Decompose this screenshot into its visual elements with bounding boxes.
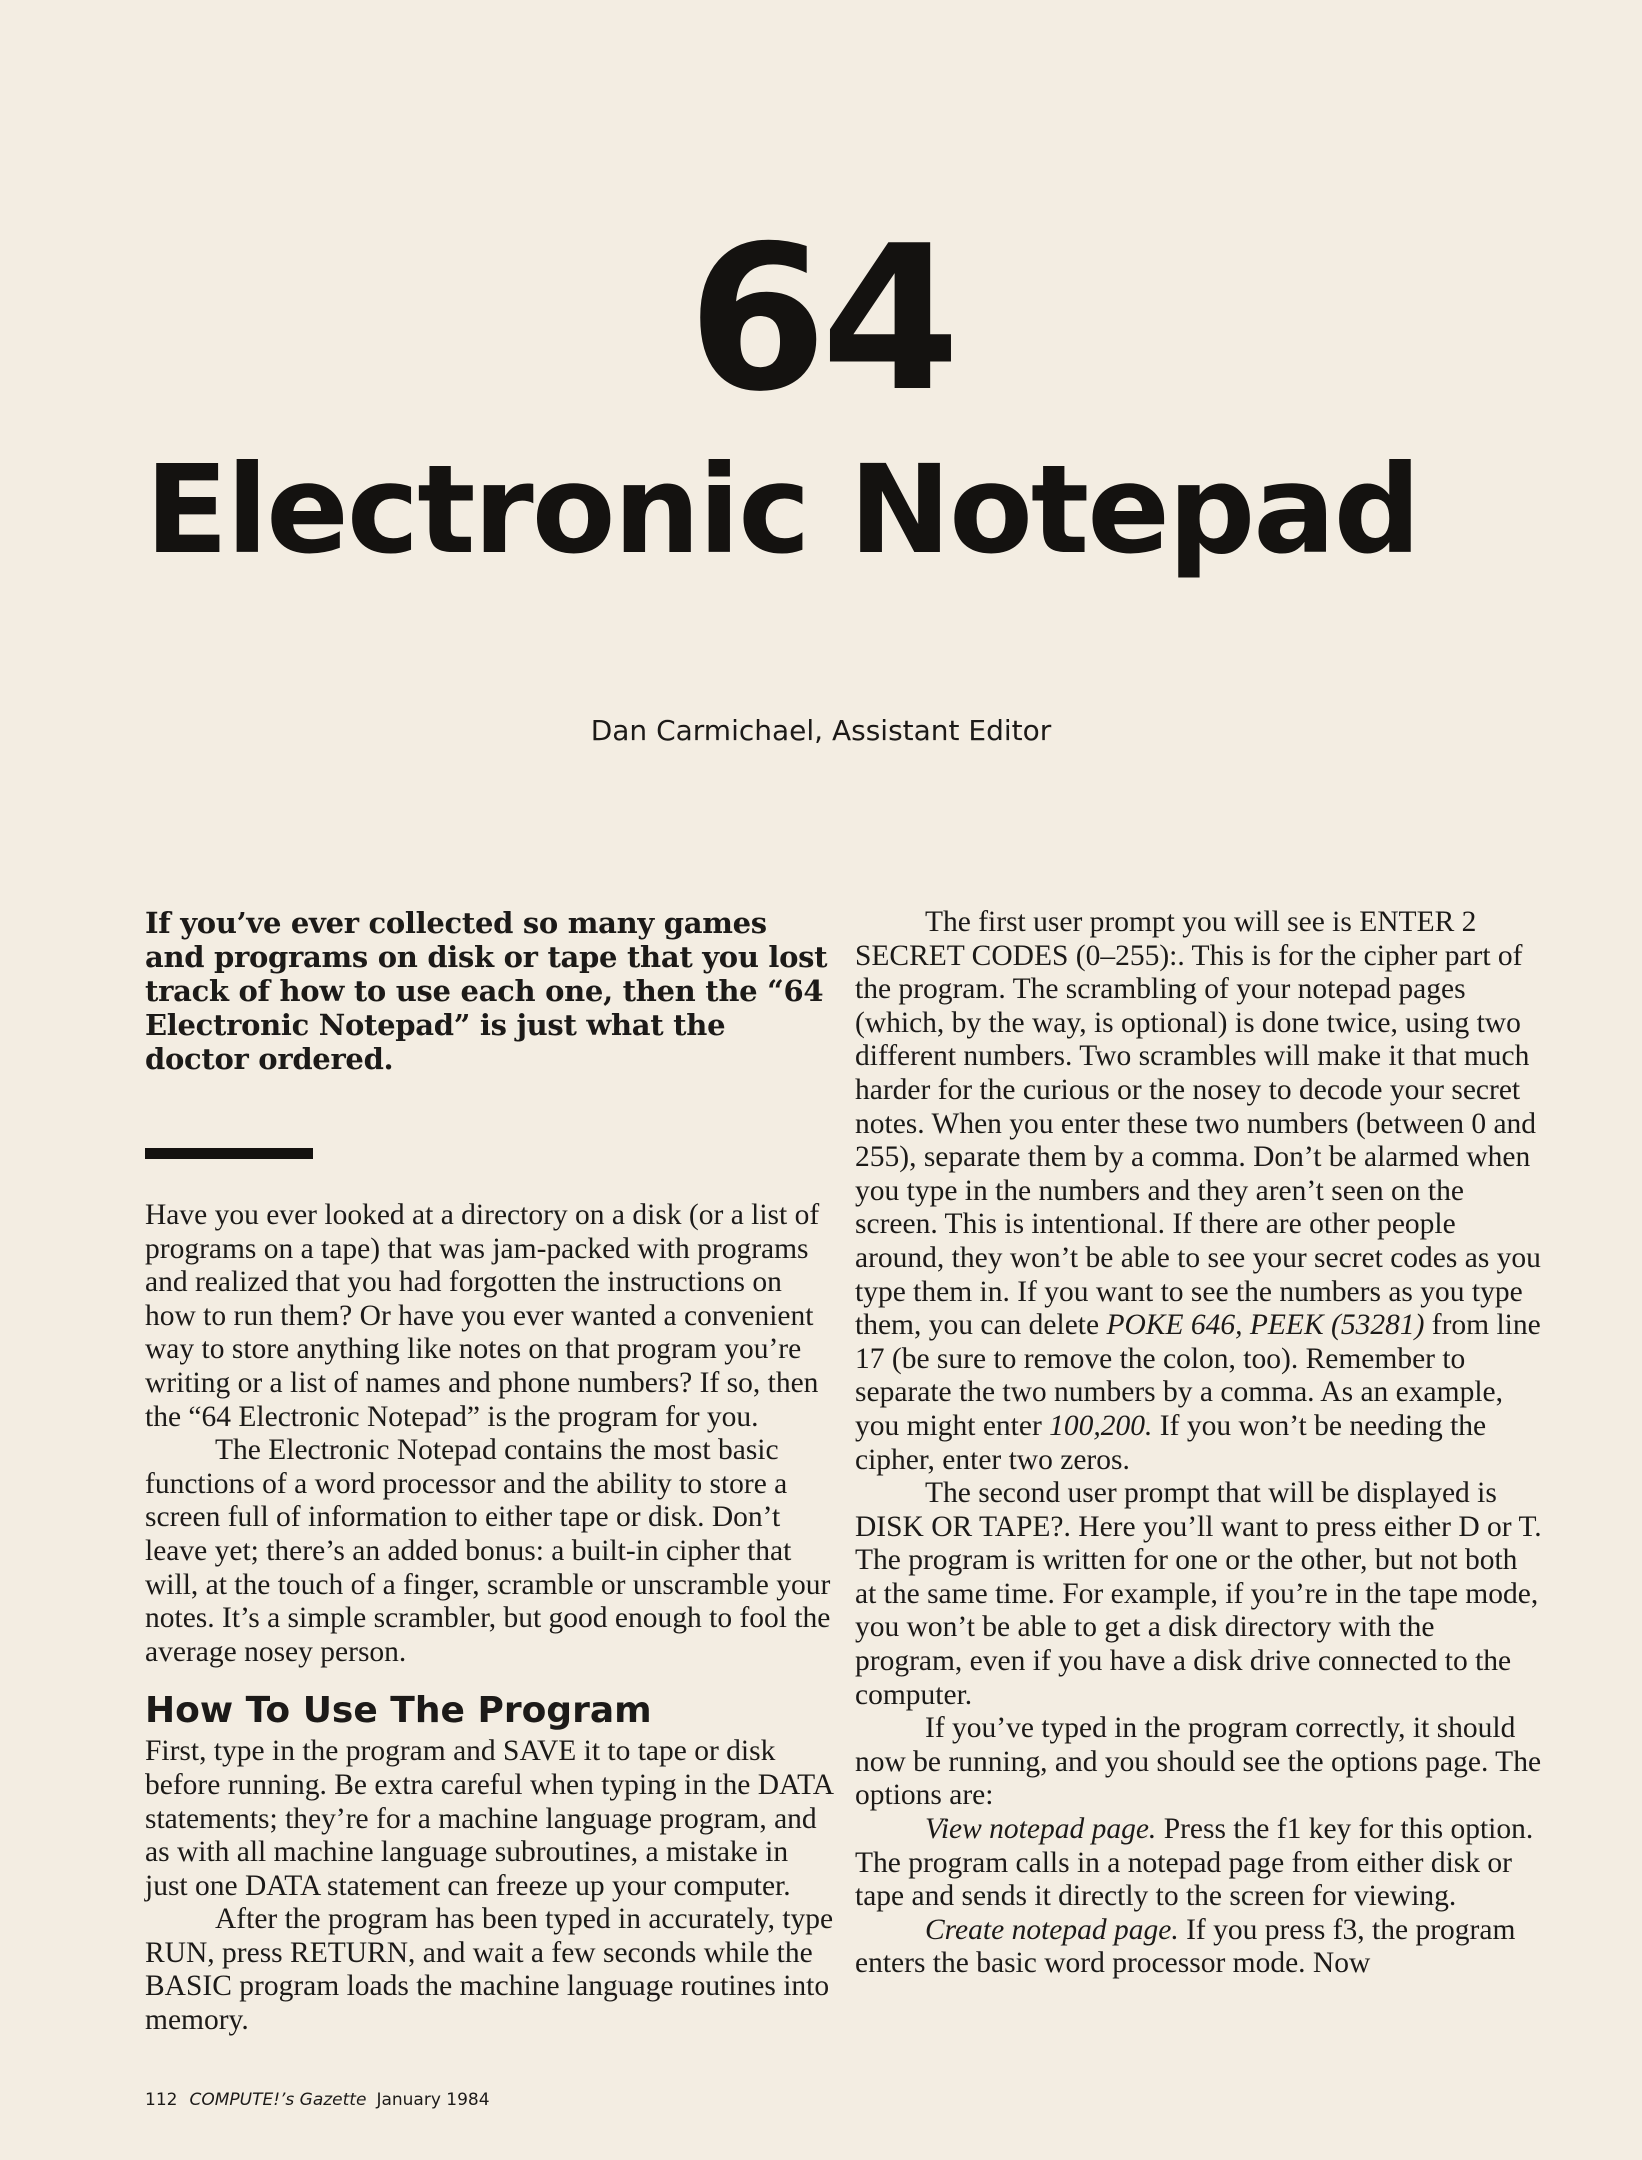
option-name: Create notepad page. [925, 1913, 1179, 1946]
lede-paragraph: If you’ve ever collected so many games and programs on disk or tape that you lost track of how to use each one, then the “64 Electronic Notepad” is just what the doctor ordered. [145, 906, 828, 1076]
text-run: The first user prompt you will see is ENTER 2 SECRET CODES (0–255):. This is for the cipher part of the program. The scrambling of your notepad pages (which, by the way, is optional) is done twice, using two different numbers. Two scrambles will make it that much harder for the curious or the nosey to decode your secret notes. When you enter these two numbers (between 0 and 255), separate them by a comma. Don’t be alarmed when you type in the numbers and they aren’t seen on the screen. This is intentional. If there are other people around, they won’t be able to see your secret codes as you type them in. If you want to see the numbers as you type them, you can delete [855, 906, 1541, 1342]
publication-name: COMPUTE!’s Gazette [189, 2090, 367, 2110]
text-run: If you won’t be needing the cipher, enter two zeros. [855, 1409, 1487, 1476]
code-reference: POKE 646, PEEK (53281) [1106, 1309, 1425, 1342]
page-footer [145, 2088, 845, 2112]
body-paragraph [855, 906, 1545, 1477]
option-paragraph [855, 1914, 1545, 1981]
body-paragraph: First, type in the program and SAVE it to tape or disk before running. Be extra careful when typing in the DATA statements; they’re for a machine language program, and as with all machine language subroutines, a mistake in just one DATA statement can freeze up your computer. [145, 1735, 833, 1902]
left-column [145, 906, 835, 2038]
body-paragraph: After the program has been typed in accurately, type RUN, press RETURN, and wait a few seconds while the BASIC program loads the machine language routines into memory. [145, 1903, 834, 2037]
body-paragraph: The second user prompt that will be displayed is DISK OR TAPE?. Here you’ll want to press either D or T. The program is written for one or the other, but not both at the same time. For example, if you’re in the tape mode, you won’t be able to get a disk directory with the program, even if you have a disk drive connected to the computer. [855, 1477, 1542, 1711]
body-paragraph: If you’ve typed in the program correctly, it should now be running, and you should see the options page. The options are: [855, 1712, 1542, 1812]
page-number: 112 [145, 2090, 178, 2110]
option-paragraph [855, 1813, 1545, 1914]
byline: Dan Carmichael, Assistant Editor [590, 714, 1052, 747]
text-run: from line 17 (be sure to remove the colon, too). Remember to separate the two numbers by a comma. As an example, you might enter [855, 1309, 1541, 1442]
title-number: 64 [687, 203, 955, 436]
example-input: 100,200. [1049, 1409, 1153, 1442]
article-title: Electronic Notepad [145, 439, 1419, 581]
issue-date: January 1984 [376, 2090, 490, 2110]
option-name: View notepad page. [925, 1813, 1157, 1846]
text-run: Press the f1 key for this option. The program calls in a notepad page from either disk or tape and sends it directly to the screen for viewing. [855, 1813, 1534, 1913]
right-column [855, 906, 1545, 1981]
section-rule [145, 1148, 313, 1159]
section-heading: How To Use The Program [145, 1690, 652, 1732]
text-run: If you press f3, the program enters the basic word processor mode. Now [855, 1913, 1516, 1980]
body-paragraph: Have you ever looked at a directory on a disk (or a list of programs on a tape) that was jam-packed with programs and realized that you had forgotten the instructions on how to run them? Or have you ever wanted a convenient way to store anything like notes on that program you’re writing or a list of names and phone numbers? If so, then the “64 Electronic Notepad” is the program for you. [145, 1199, 820, 1433]
body-paragraph: The Electronic Notepad contains the most basic functions of a word processor and the ability to store a screen full of information to either tape or disk. Don’t leave yet; there’s an added bonus: a built-in cipher that will, at the touch of a finger, scramble or unscramble your notes. It’s a simple scrambler, but good enough to fool the average nosey person. [145, 1434, 831, 1668]
